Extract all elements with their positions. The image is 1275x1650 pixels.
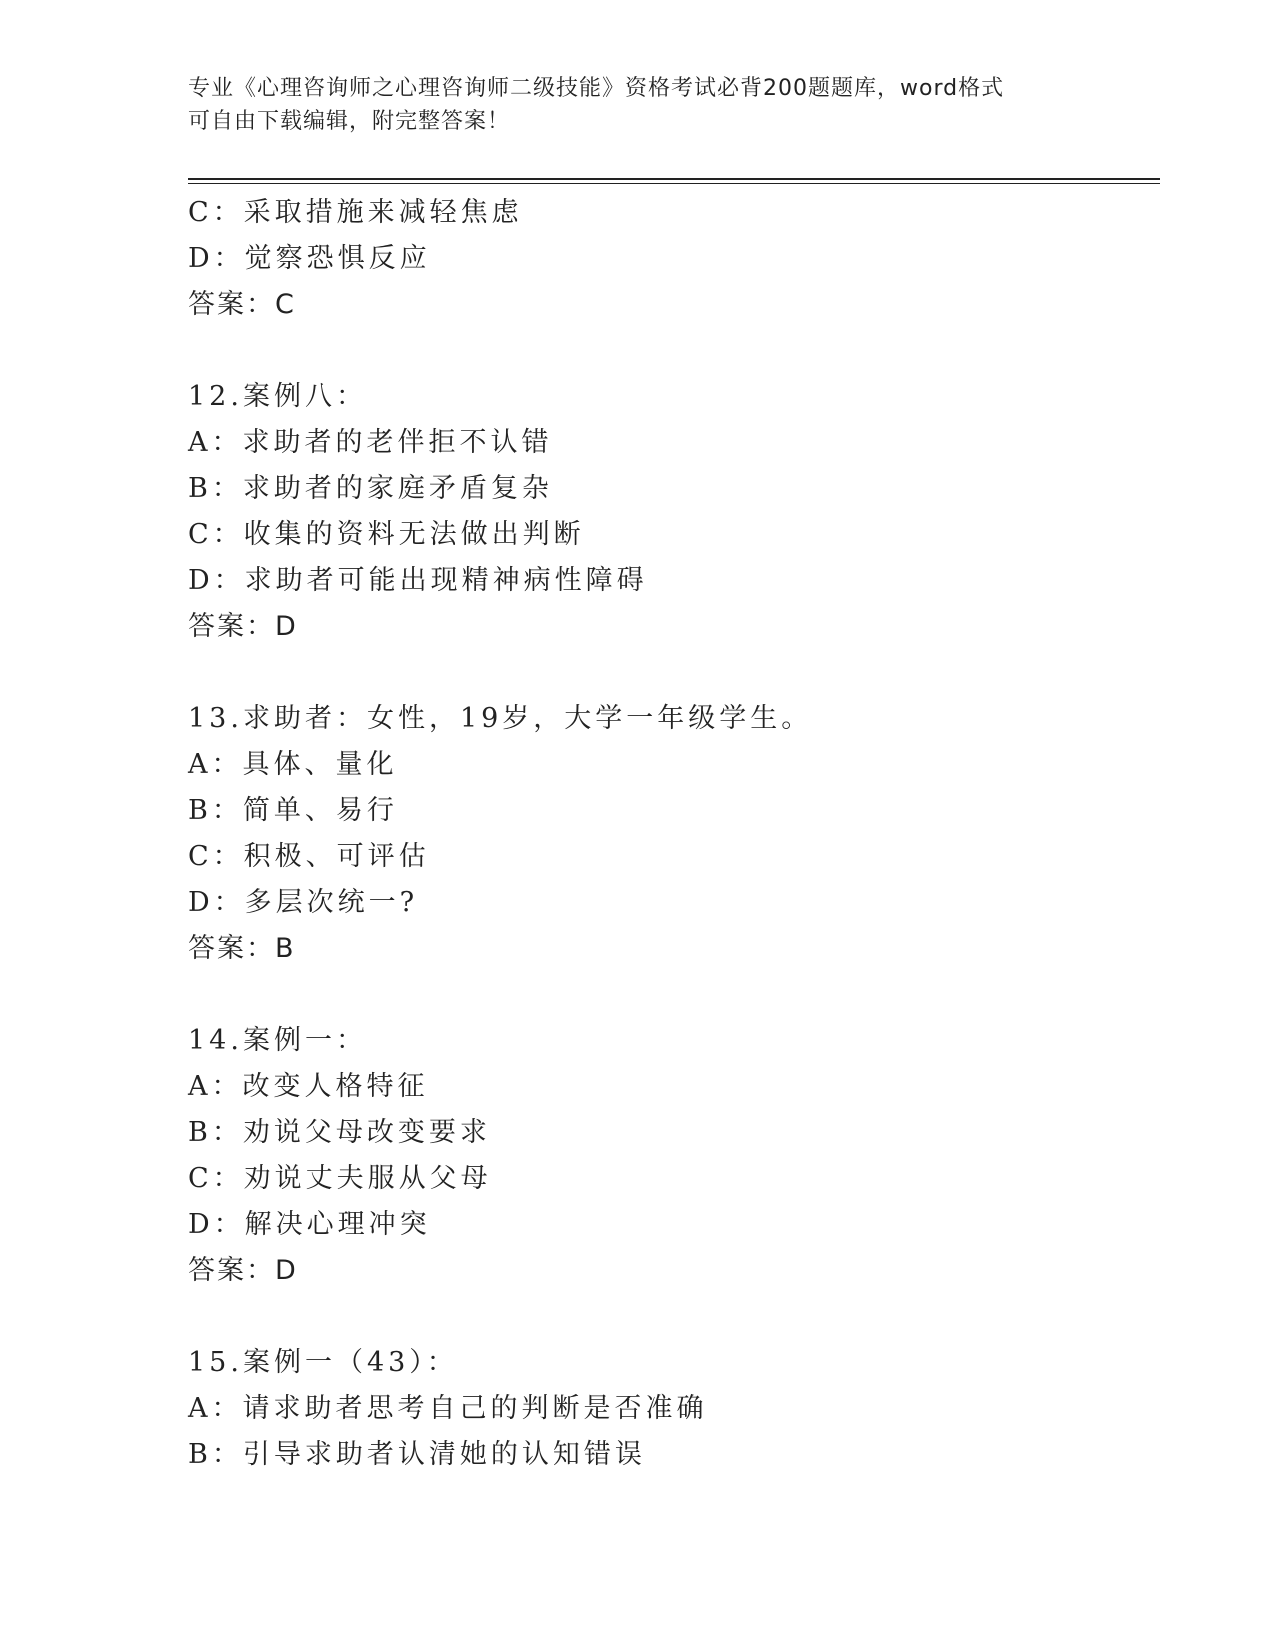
option-c: C：收集的资料无法做出判断 — [188, 519, 585, 550]
answer-line: 答案：B — [188, 933, 296, 964]
option-a: A：求助者的老伴拒不认错 — [188, 427, 553, 458]
header-divider-thick — [188, 178, 1160, 180]
question-list — [188, 190, 1148, 1478]
option-a: A：具体、量化 — [188, 749, 398, 780]
question-title: 12.案例八： — [188, 381, 367, 412]
answer-line: 答案：C — [188, 289, 296, 320]
header-line-1: 专业《心理咨询师之心理咨询师二级技能》资格考试必背200题题库，word格式 — [188, 76, 1005, 101]
option-c: C：采取措施来减轻焦虑 — [188, 197, 523, 228]
option-c: C：劝说丈夫服从父母 — [188, 1163, 492, 1194]
option-b: B：劝说父母改变要求 — [188, 1117, 491, 1148]
option-b: B：简单、易行 — [188, 795, 398, 826]
answer-line: 答案：D — [188, 1255, 298, 1286]
option-a: A：改变人格特征 — [188, 1071, 429, 1102]
option-b: B：引导求助者认清她的认知错误 — [188, 1439, 646, 1470]
option-c: C：积极、可评估 — [188, 841, 430, 872]
option-d: D：解决心理冲突 — [188, 1209, 431, 1240]
question-title: 14.案例一： — [188, 1025, 367, 1056]
answer-line: 答案：D — [188, 611, 298, 642]
question-title: 13.求助者：女性，19岁，大学一年级学生。 — [188, 703, 813, 734]
option-d: D：多层次统一? — [188, 887, 419, 918]
question-title: 15.案例一（43）： — [188, 1347, 458, 1378]
option-b: B：求助者的家庭矛盾复杂 — [188, 473, 553, 504]
option-d: D：觉察恐惧反应 — [188, 243, 431, 274]
header-divider-thin — [188, 183, 1160, 184]
option-d: D：求助者可能出现精神病性障碍 — [188, 565, 648, 596]
header-line-2: 可自由下载编辑，附完整答案！ — [188, 109, 511, 134]
document-header — [188, 72, 1088, 138]
option-a: A：请求助者思考自己的判断是否准确 — [188, 1393, 708, 1424]
